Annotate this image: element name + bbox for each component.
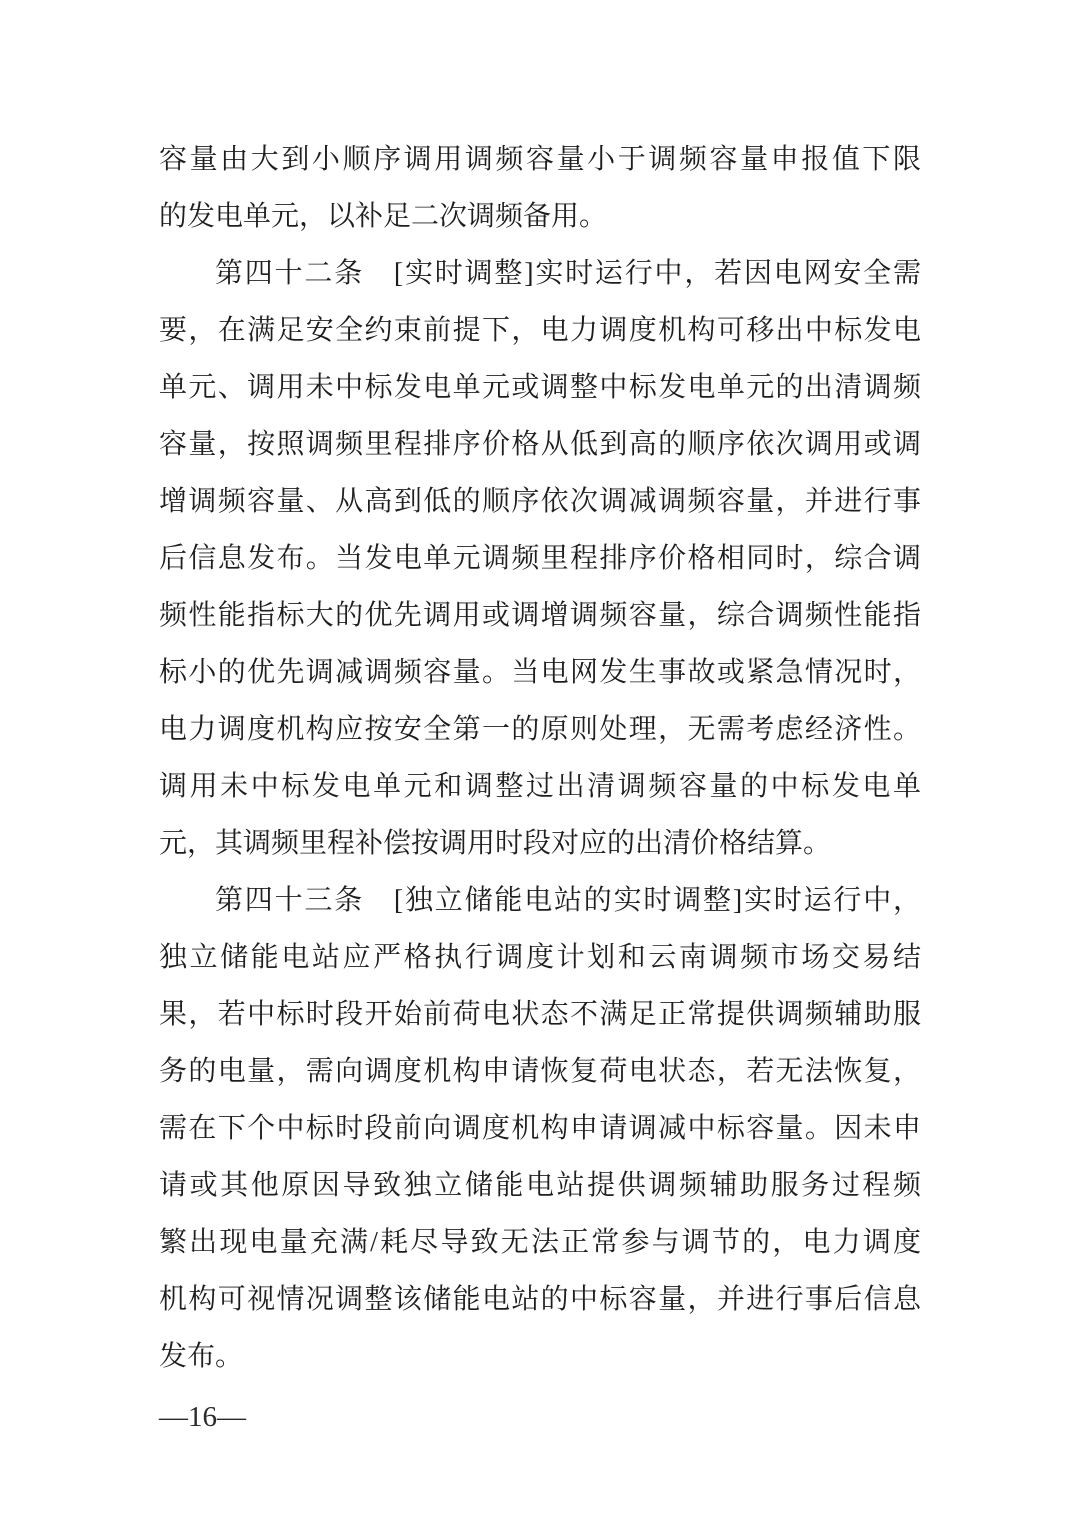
document-body xyxy=(159,131,921,1385)
text-line: 标小的优先调减调频容量。当电网发生事故或紧急情况时， xyxy=(159,657,921,688)
text-line: 的发电单元，以补足二次调频备用。 xyxy=(159,201,608,232)
text-line: 需在下个中标时段前向调度机构申请调减中标容量。因未申 xyxy=(159,1113,921,1144)
paragraph-article-43 xyxy=(159,872,921,1385)
text-line: 元，其调频里程补偿按调用时段对应的出清价格结算。 xyxy=(159,828,832,859)
text-line: 电力调度机构应按安全第一的原则处理，无需考虑经济性。 xyxy=(159,714,921,745)
text-line: 独立储能电站应严格执行调度计划和云南调频市场交易结 xyxy=(159,942,921,973)
text-line: 务的电量，需向调度机构申请恢复荷电状态，若无法恢复， xyxy=(159,1056,921,1087)
text-line: 要，在满足安全约束前提下，电力调度机构可移出中标发电 xyxy=(159,315,921,346)
page-footer xyxy=(159,1396,246,1438)
text-line: 机构可视情况调整该储能电站的中标容量，并进行事后信息 xyxy=(159,1284,921,1315)
text-line: 果，若中标时段开始前荷电状态不满足正常提供调频辅助服 xyxy=(159,999,921,1030)
text-line: 发布。 xyxy=(159,1341,244,1372)
text-line: 调用未中标发电单元和调整过出清调频容量的中标发电单 xyxy=(159,771,921,802)
paragraph-article-42 xyxy=(159,245,921,872)
text-line: 频性能指标大的优先调用或调增调频容量，综合调频性能指 xyxy=(159,600,921,631)
page-number: —16— xyxy=(159,1401,246,1433)
text-line: 单元、调用未中标发电单元或调整中标发电单元的出清调频 xyxy=(159,372,921,403)
article-heading-line: 第四十二条 [实时调整]实时运行中，若因电网安全需 xyxy=(215,258,921,289)
text-line: 容量，按照调频里程排序价格从低到高的顺序依次调用或调 xyxy=(159,429,921,460)
paragraph-continuation xyxy=(159,131,921,245)
article-heading-line: 第四十三条 [独立储能电站的实时调整]实时运行中， xyxy=(215,885,921,916)
text-line: 繁出现电量充满/耗尽导致无法正常参与调节的，电力调度 xyxy=(159,1227,921,1258)
text-line: 增调频容量、从高到低的顺序依次调减调频容量，并进行事 xyxy=(159,486,921,517)
text-line: 后信息发布。当发电单元调频里程排序价格相同时，综合调 xyxy=(159,543,921,574)
text-line: 容量由大到小顺序调用调频容量小于调频容量申报值下限 xyxy=(159,144,921,175)
text-line: 请或其他原因导致独立储能电站提供调频辅助服务过程频 xyxy=(159,1170,921,1201)
